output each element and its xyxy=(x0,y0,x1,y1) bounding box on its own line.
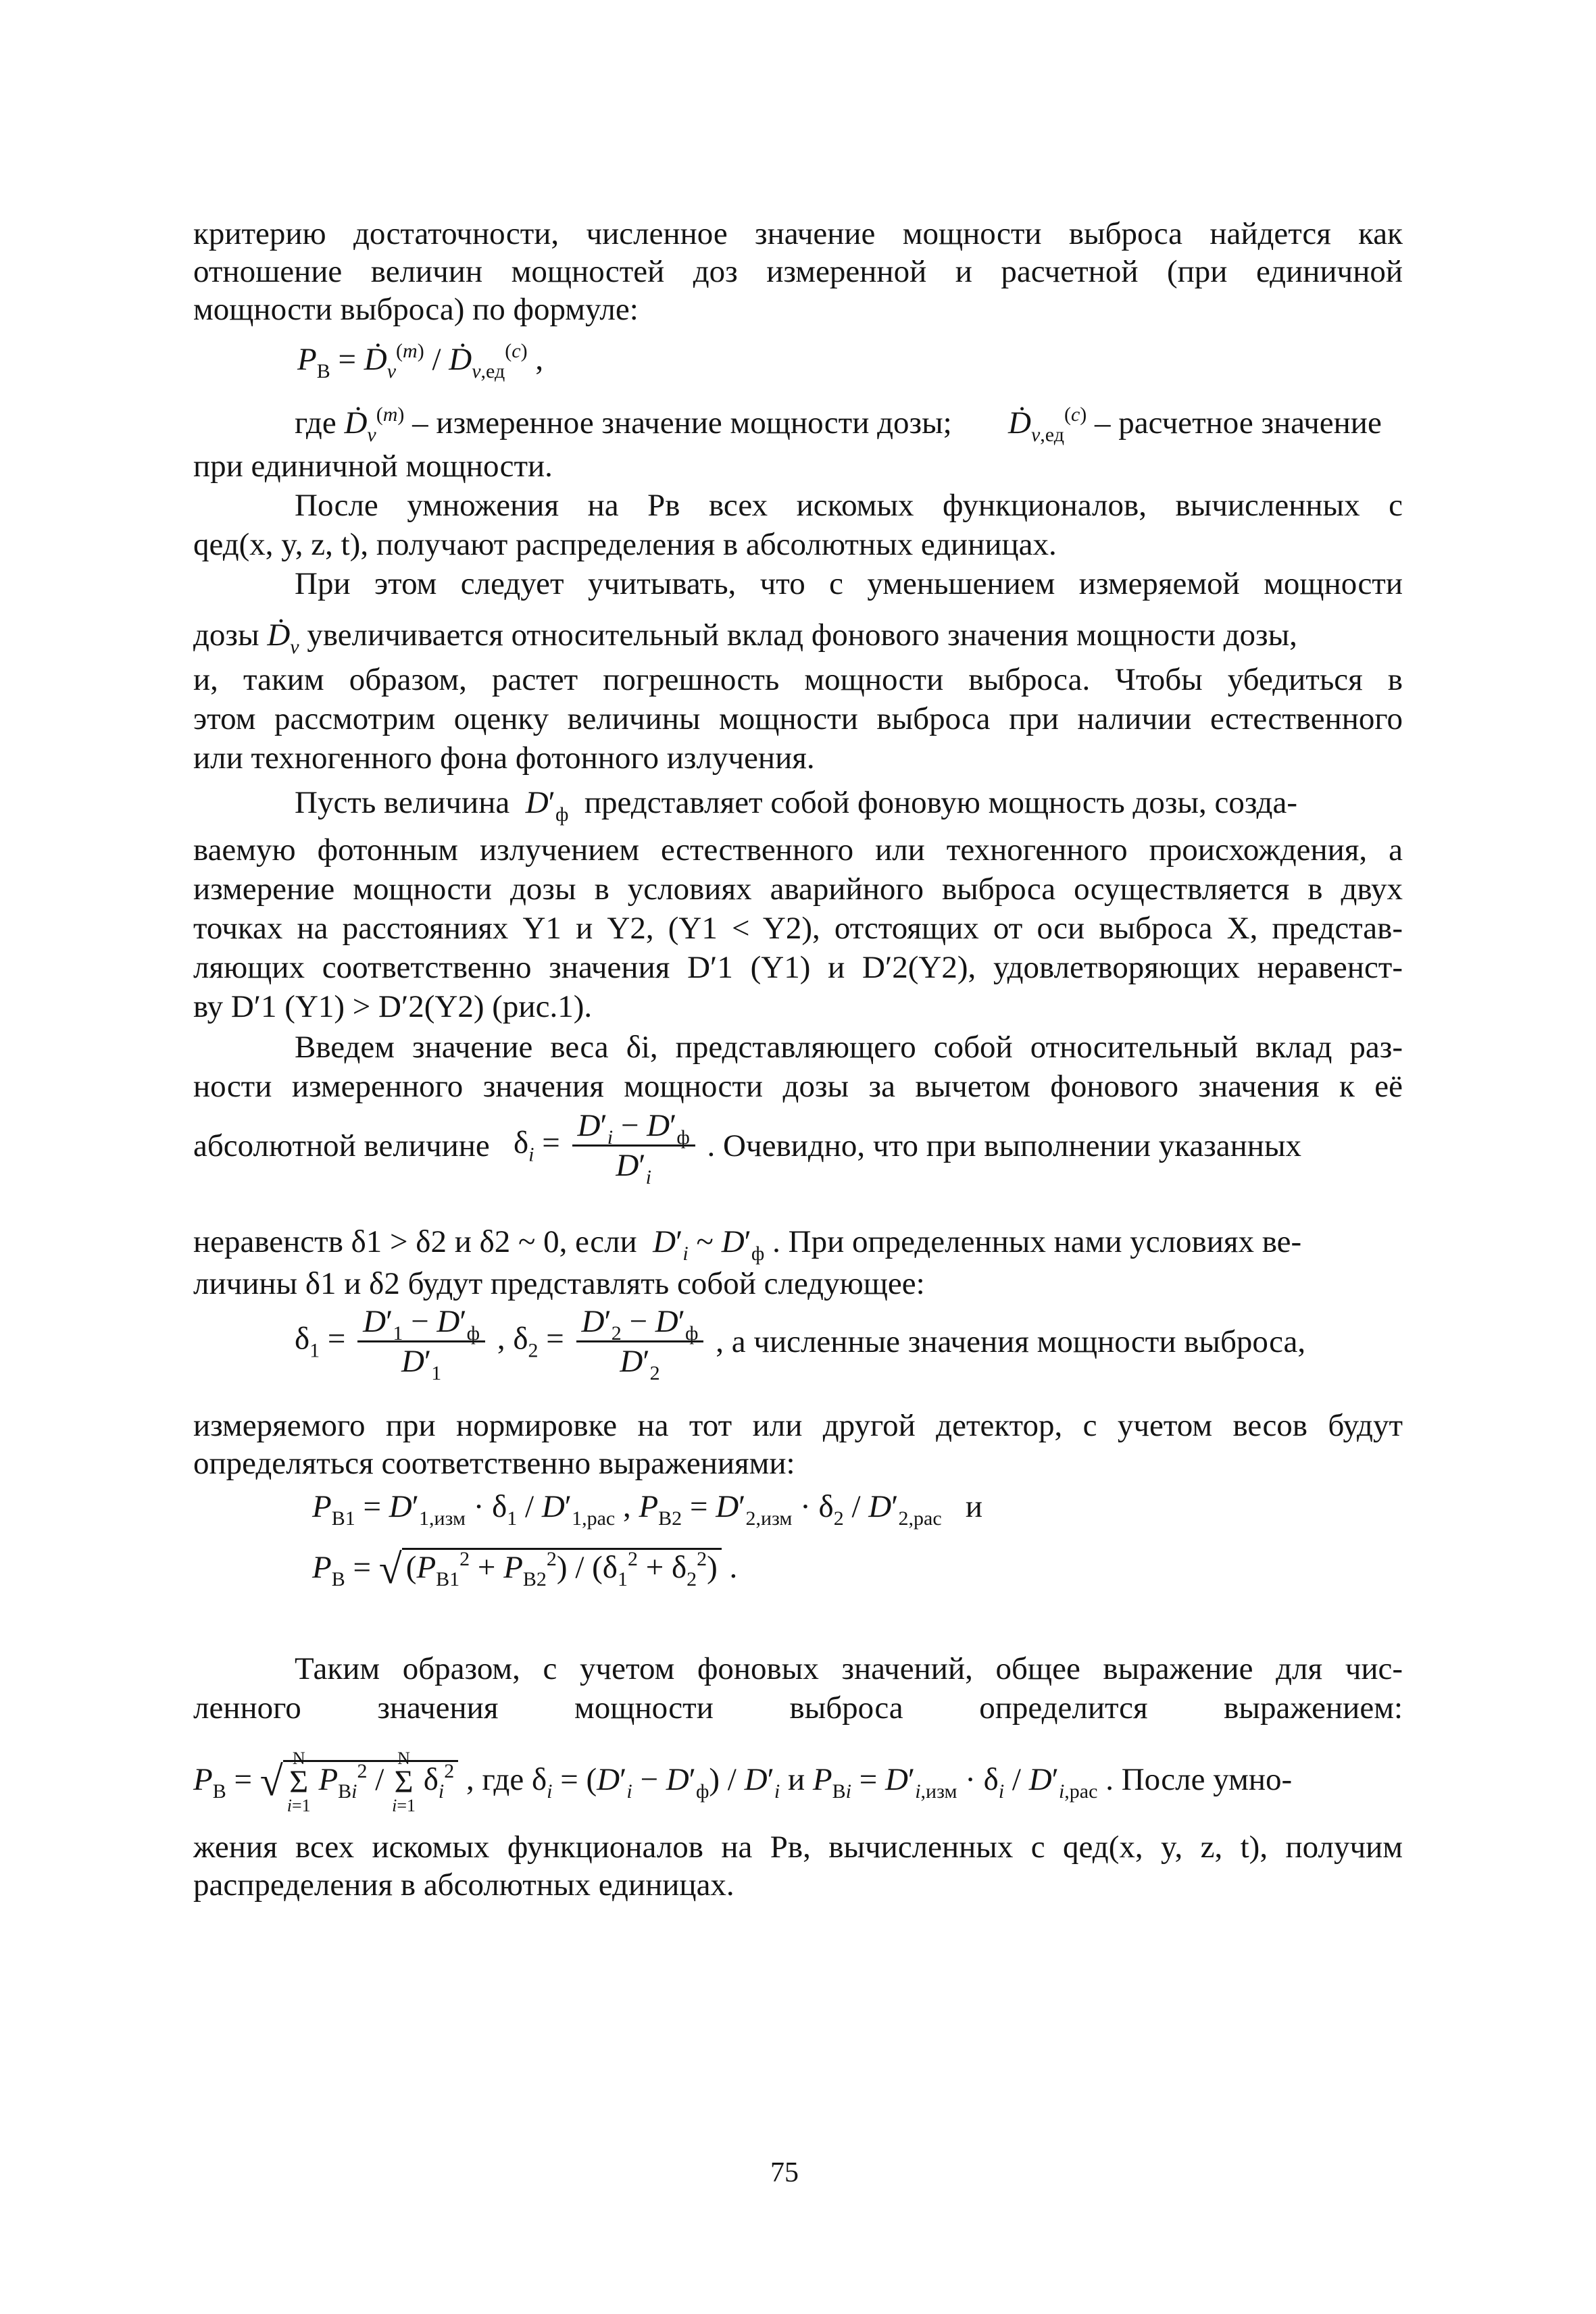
text-line: личины δ1 и δ2 будут представлять собой следующее: xyxy=(193,1266,925,1301)
fraction-delta-2: $\frac{D'_2 - D'_ф}{D'_2}$ xyxy=(576,1304,704,1379)
formula-pv1-pv2: $P_{В1} = D'_{1,изм} \cdot \delta_1 / D'_{1,рас}$ , $P_{В2} = D'_{2,изм} \cdot \delta_2 / D'_{2,рас}$ и xyxy=(312,1489,983,1530)
fraction-delta-1: $\frac{D'_1 - D'_ф}{D'_1}$ xyxy=(357,1304,485,1379)
fraction-delta-i: $\frac{D'_i - D'_ф}{D'_i}$ xyxy=(572,1108,695,1183)
text-fragment: абсолютной величине xyxy=(193,1128,490,1163)
text-line: неравенств δ1 > δ2 и δ2 ~ 0, если $D'_i$ ~ $D'_ф$ . При определенных нами условиях ве- xyxy=(193,1224,1302,1265)
text-line: После умножения на Pв всех искомых функционалов, вычисленных с xyxy=(295,488,1403,523)
text-line: определяться соответственно выражениями: xyxy=(193,1446,795,1481)
text-fragment: . Очевидно, что при выполнении указанных xyxy=(707,1128,1302,1163)
text-fragment: . При определенных нами условиях ве- xyxy=(772,1224,1302,1259)
text-line: критерию достаточности, численное значение мощности выброса найдется как xyxy=(193,216,1403,251)
text-line: и, таким образом, растет погрешность мощности выброса. Чтобы убедиться в xyxy=(193,662,1403,697)
text-line: отношение величин мощностей доз измеренной и расчетной (при единичной xyxy=(193,254,1403,289)
text-line: Пусть величина $D'_ф$ представляет собой фоновую мощность дозы, созда- xyxy=(295,785,1297,826)
text-fragment: – измеренное значение мощности дозы; xyxy=(412,405,952,441)
text-line: мощности выброса) по формуле: xyxy=(193,292,639,327)
text-line: Таким образом, с учетом фоновых значений, общее выражение для чис- xyxy=(295,1651,1403,1686)
text-fragment: дозы xyxy=(193,618,259,653)
formula-deltas: $\delta_1$ = $\frac{D'_1 - D'_ф}{D'_1}$ , $\delta_2$ = $\frac{D'_2 - D'_ф}{D'_2}$ , а численные значения мощности выброса, xyxy=(295,1304,1306,1384)
text-fragment: и xyxy=(965,1489,983,1524)
text-line: или техногенного фона фотонного излучения. xyxy=(193,740,815,776)
text-fragment: Пусть величина xyxy=(295,785,510,820)
text-line: жения всех искомых функционалов на Pв, вычисленных с qед(x, y, z, t), получим xyxy=(193,1830,1403,1865)
text-line: ваемую фотонным излучением естественного или техногенного происхождения, а xyxy=(193,832,1403,867)
text-line: ности измеренного значения мощности дозы за вычетом фонового значения к её xyxy=(193,1069,1403,1104)
text-line: где Ḋ$_v^{(m)}$ – измеренное значение мощности дозы; xyxy=(295,403,952,446)
text-fragment: и xyxy=(787,1761,805,1797)
text-fragment: где xyxy=(295,405,336,441)
text-line: измерение мощности дозы в условиях аварийного выброса осуществляется в двух xyxy=(193,872,1403,907)
text-fragment: , а численные значения мощности выброса, xyxy=(716,1324,1306,1359)
text-line: дозы Ḋ$_v$ увеличивается относительный вклад фонового значения мощности дозы, xyxy=(193,618,1297,658)
text-line: Ḋ$_{v,ед}^{(c)}$ – расчетное значение xyxy=(1008,403,1382,446)
text-line: Введем значение веса δi, представляющего собой относительный вклад раз- xyxy=(295,1030,1403,1065)
text-line: точках на расстояниях Y1 и Y2, (Y1 < Y2), отстоящих от оси выброса X, представ- xyxy=(193,911,1403,946)
text-line: при единичной мощности. xyxy=(193,449,553,484)
text-line: ляющих соответственно значения D′1 (Y1) и D′2(Y2), удовлетворяющих неравенст- xyxy=(193,950,1403,985)
formula-pv: $P_В$ = Ḋ$_v^{(m)}$ / Ḋ$_{v,ед}^{(c)}$ , xyxy=(297,340,544,382)
text-line: абсолютной величине $\delta_i$ = $\frac{D'_i - D'_ф}{D'_i}$ . Очевидно, что при выполнении указанных xyxy=(193,1108,1302,1188)
text-fragment: неравенств δ1 > δ2 и δ2 ~ 0, если xyxy=(193,1224,637,1259)
text-fragment: . После умно- xyxy=(1105,1761,1293,1797)
text-fragment: представляет собой фоновую мощность дозы, созда- xyxy=(584,785,1297,820)
text-line: ву D′1 (Y1) > D′2(Y2) (рис.1). xyxy=(193,989,593,1024)
text-line: измеряемого при нормировке на тот или другой детектор, с учетом весов будут xyxy=(193,1408,1403,1443)
text-line: При этом следует учитывать, что с уменьшением измеряемой мощности xyxy=(295,566,1403,601)
text-fragment: – расчетное значение xyxy=(1095,405,1382,441)
text-line: распределения в абсолютных единицах. xyxy=(193,1867,734,1903)
page-number: 75 xyxy=(770,2157,799,2188)
text-fragment: увеличивается относительный вклад фонового значения мощности дозы, xyxy=(307,618,1297,653)
text-line: этом рассмотрим оценку величины мощности выброса при наличии естественного xyxy=(193,701,1403,736)
text-line: ленного значения мощности выброса определится выражением: xyxy=(193,1690,1403,1726)
text-line: qед(x, y, z, t), получают распределения в абсолютных единицах. xyxy=(193,527,1057,562)
formula-pv-combined: $P_В$ = √ $(P_{В1}^2 + P_{В2}^2) / (\delta_1^2 + \delta_2^2)$ . xyxy=(312,1546,738,1592)
text-fragment: , где xyxy=(466,1761,524,1797)
formula-general: $P_В = √N$ Σ i=1 $P_{Вi}^2$ / N Σ i=1 $\delta_i^2$ , где $\delta_i = (D'_i - D'_ф) / D'_i$ и $P_{Вi} = D'_{i,изм} \cdot \delta_i / D'_{i,рас}$ . После умно- xyxy=(193,1749,1293,1815)
